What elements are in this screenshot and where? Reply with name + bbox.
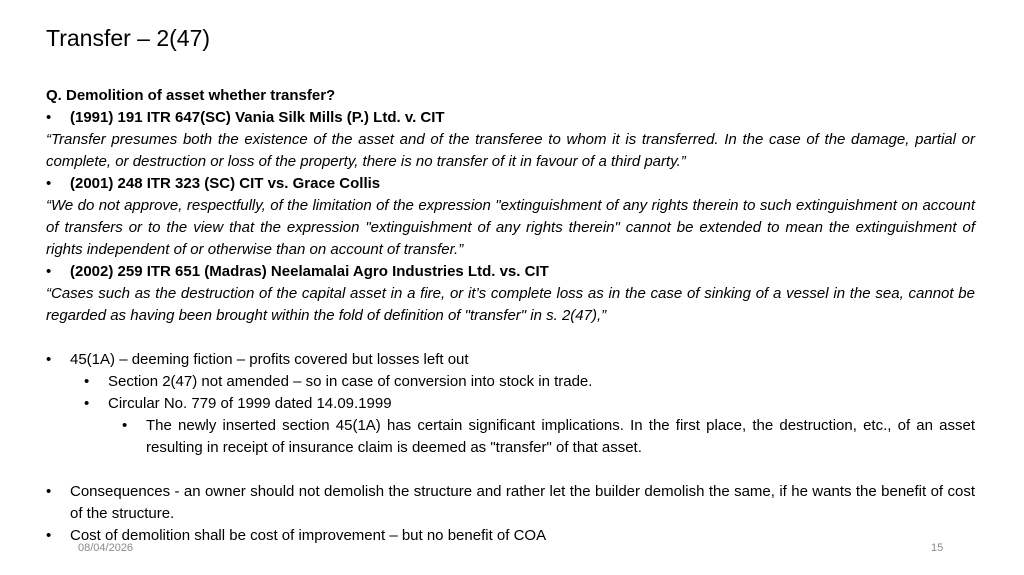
- bullet-dot: •: [46, 263, 52, 280]
- slide-title: Transfer – 2(47): [46, 25, 211, 51]
- point-text: 45(1A) – deeming fiction – profits covered but losses left out: [70, 351, 469, 368]
- bullet-dot: •: [84, 373, 90, 390]
- sub-sub-point-text: The newly inserted section 45(1A) has certain significant implications. In the first place, the destruction, etc., of an asset resulting in receipt of insurance claim is deemed as "transfer" of that asset.: [146, 417, 975, 456]
- case-quote: “We do not approve, respectfully, of the limitation of the expression "extinguishment of any rights therein to such extinguishment on account of transfers or to the view that the expression "extinguishment of any rights therein" cannot be extended to mean the extinguishment of rights independent of or otherwise than on account of transfer.”: [46, 197, 975, 258]
- spacer: [46, 327, 975, 349]
- page-number: 15: [931, 542, 944, 554]
- footer-date: 08/04/2026: [78, 542, 134, 554]
- slide-body: [46, 85, 975, 547]
- sub-point-text: Section 2(47) not amended – so in case of conversion into stock in trade.: [108, 373, 593, 390]
- case-quote: “Transfer presumes both the existence of the asset and of the transferee to whom it is transferred. In the case of the damage, partial or complete, or destruction or loss of the property, there is no transfer of it in favour of a third party.”: [46, 131, 975, 170]
- case-citation: (2002) 259 ITR 651 (Madras) Neelamalai Agro Industries Ltd. vs. CIT: [70, 263, 549, 280]
- case-item-2: [46, 173, 975, 195]
- point-item: [46, 525, 975, 547]
- bullet-dot: •: [84, 395, 90, 412]
- case-item-3: [46, 261, 975, 283]
- bullet-dot: •: [46, 483, 52, 500]
- case-quote: “Cases such as the destruction of the capital asset in a fire, or it’s complete loss as in the case of sinking of a vessel in the sea, cannot be regarded as having been brought within the fold of definition of "transfer" in s. 2(47),”: [46, 285, 975, 324]
- bullet-dot: •: [46, 109, 52, 126]
- bullet-dot: •: [46, 527, 52, 544]
- bullet-dot: •: [46, 351, 52, 368]
- bullet-dot: •: [46, 175, 52, 192]
- case-citation: (1991) 191 ITR 647(SC) Vania Silk Mills (P.) Ltd. v. CIT: [70, 109, 445, 126]
- sub-sub-point-item: [122, 415, 975, 459]
- sub-point-item: [84, 393, 975, 415]
- sub-point-text: Circular No. 779 of 1999 dated 14.09.1999: [108, 395, 392, 412]
- spacer: [46, 459, 975, 481]
- point-text: Cost of demolition shall be cost of improvement – but no benefit of COA: [70, 527, 547, 544]
- point-item: [46, 481, 975, 525]
- case-item-1: [46, 107, 975, 129]
- case-citation: (2001) 248 ITR 323 (SC) CIT vs. Grace Collis: [70, 175, 381, 192]
- point-text: Consequences - an owner should not demolish the structure and rather let the builder demolish the same, if he wants the benefit of cost of the structure.: [70, 483, 975, 522]
- point-item: [46, 349, 975, 371]
- question-heading: Q. Demolition of asset whether transfer?: [46, 87, 336, 104]
- bullet-dot: •: [122, 417, 128, 434]
- sub-point-item: [84, 371, 975, 393]
